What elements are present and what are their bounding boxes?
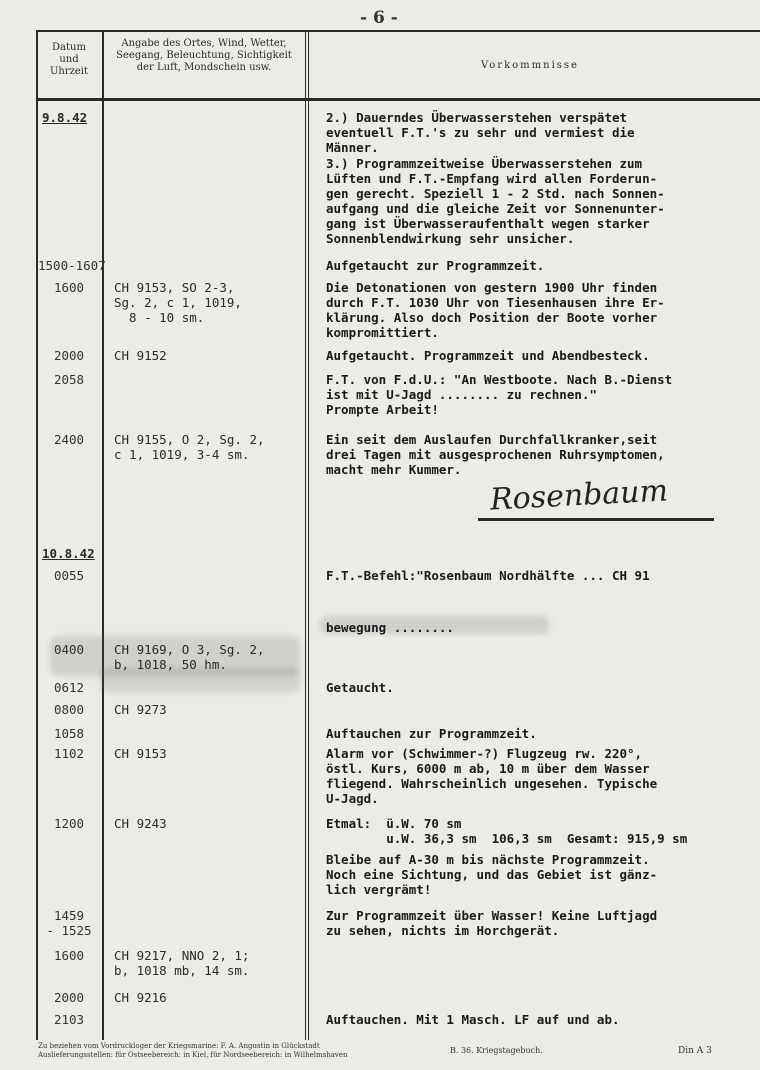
entry-time: 0800 [53, 702, 85, 717]
entry-time: 1459 - 1525 [46, 908, 92, 938]
entry-time: 1500-1607 [38, 258, 106, 273]
page-number: - 6 - [360, 8, 398, 28]
entry-time: 1200 [53, 816, 85, 831]
entry-event: Alarm vor (Schwimmer-?) Flugzeug rw. 220°, östl. Kurs, 6000 m ab, 10 m über dem Wasser fliegend. Wahrscheinlich ungesehen. Typische U-Jagd. [326, 746, 658, 806]
signature-underline [478, 518, 714, 521]
signature: Rosenbaum [489, 473, 669, 518]
entry-time: 2400 [53, 432, 85, 447]
entry-event: Auftauchen. Mit 1 Masch. LF auf und ab. [326, 1012, 620, 1027]
footer-form-number: B. 36. Kriegstagebuch. [450, 1046, 543, 1055]
entry-time: 1058 [53, 726, 85, 741]
entry-time: 0055 [53, 568, 85, 583]
entry-event: F.T. von F.d.U.: "An Westboote. Nach B.-Dienst ist mit U-Jagd ........ zu rechnen." Prompte Arbeit! [326, 372, 673, 417]
entry-position-weather: CH 9216 [114, 990, 167, 1005]
entry-event: Etmal: ü.W. 70 sm u.W. 36,3 sm 106,3 sm Gesamt: 915,9 sm [326, 816, 688, 846]
entry-time: 2058 [53, 372, 85, 387]
entry-event: bewegung ........ [326, 620, 454, 635]
entry-position-weather: CH 9153 [114, 746, 167, 761]
header-place-weather: Angabe des Ortes, Wind, Wetter, Seegang, Beleuchtung, Sichtigkeit der Luft, Mondschein usw. [116, 38, 292, 73]
header-events: Vorkommnisse [481, 60, 579, 71]
entry-date: 9.8.42 [42, 110, 88, 125]
entry-event: Aufgetaucht. Programmzeit und Abendbesteck. [326, 348, 650, 363]
entry-time: 2000 [53, 348, 85, 363]
entry-time: 1600 [53, 280, 85, 295]
entry-event: Bleibe auf A-30 m bis nächste Programmzeit. Noch eine Sichtung, und das Gebiet ist gänz- lich vergrämt! [326, 852, 658, 897]
table-top-rule [36, 30, 760, 32]
entry-time: 2103 [53, 1012, 85, 1027]
entry-time: 1600 [53, 948, 85, 963]
entry-event: Zur Programmzeit über Wasser! Keine Luftjagd zu sehen, nichts im Horchgerät. [326, 908, 658, 938]
entry-position-weather: CH 9169, O 3, Sg. 2, b, 1018, 50 hm. [114, 642, 265, 672]
entry-event: Ein seit dem Auslaufen Durchfallkranker,seit drei Tagen mit ausgesprochenen Ruhrsymptomen, macht mehr Kummer. [326, 432, 665, 477]
entry-time: 1102 [53, 746, 85, 761]
header-rule [36, 98, 760, 101]
footer-publisher: Zu beziehen vom Vordruckloger der Kriegsmarine: F. A. Angustin in Glückstadt Auslieferungsstellen: für Ostseebereich: in Kiel, für Nordseebereich: in Wilhelmshaven [38, 1042, 348, 1059]
entry-position-weather: CH 9152 [114, 348, 167, 363]
header-date-time: Datum und Uhrzeit [49, 42, 89, 77]
entry-position-weather: CH 9243 [114, 816, 167, 831]
entry-event: Auftauchen zur Programmzeit. [326, 726, 537, 741]
entry-time: 0400 [53, 642, 85, 657]
entry-time: 0612 [53, 680, 85, 695]
footer-paper-size: Din A 3 [678, 1046, 712, 1056]
entry-event: 2.) Dauerndes Überwasserstehen verspätet eventuell F.T.'s zu sehr und vermiest die Männer. [326, 110, 635, 155]
entry-event: Aufgetaucht zur Programmzeit. [326, 258, 545, 273]
entry-position-weather: CH 9153, SO 2-3, Sg. 2, c 1, 1019, 8 - 10 sm. [114, 280, 242, 325]
entry-date: 10.8.42 [42, 546, 95, 561]
entry-time: 2000 [53, 990, 85, 1005]
column-rule-left [36, 30, 38, 1040]
entry-event: Getaucht. [326, 680, 394, 695]
entry-event: F.T.-Befehl:"Rosenbaum Nordhälfte ... CH 91 [326, 568, 650, 583]
entry-event: Die Detonationen von gestern 1900 Uhr finden durch F.T. 1030 Uhr von Tiesenhausen ihre Er- klärung. Also doch Position der Boote vorher kompromittiert. [326, 280, 665, 340]
entry-position-weather: CH 9155, O 2, Sg. 2, c 1, 1019, 3-4 sm. [114, 432, 265, 462]
entry-event: 3.) Programmzeitweise Überwasserstehen zum Lüften und F.T.-Empfang wird allen Forderun- gen gerecht. Speziell 1 - 2 Std. nach Sonnen- aufgang und die gleiche Zeit vor Sonnenunter- gang ist Überwasseraufenthalt wegen starker Sonnenblendwirkung sehr unsicher. [326, 156, 665, 246]
entry-position-weather: CH 9273 [114, 702, 167, 717]
entry-position-weather: CH 9217, NNO 2, 1; b, 1018 mb, 14 sm. [114, 948, 250, 978]
column-rule-place [305, 30, 309, 1040]
column-rule-date [102, 30, 104, 1040]
